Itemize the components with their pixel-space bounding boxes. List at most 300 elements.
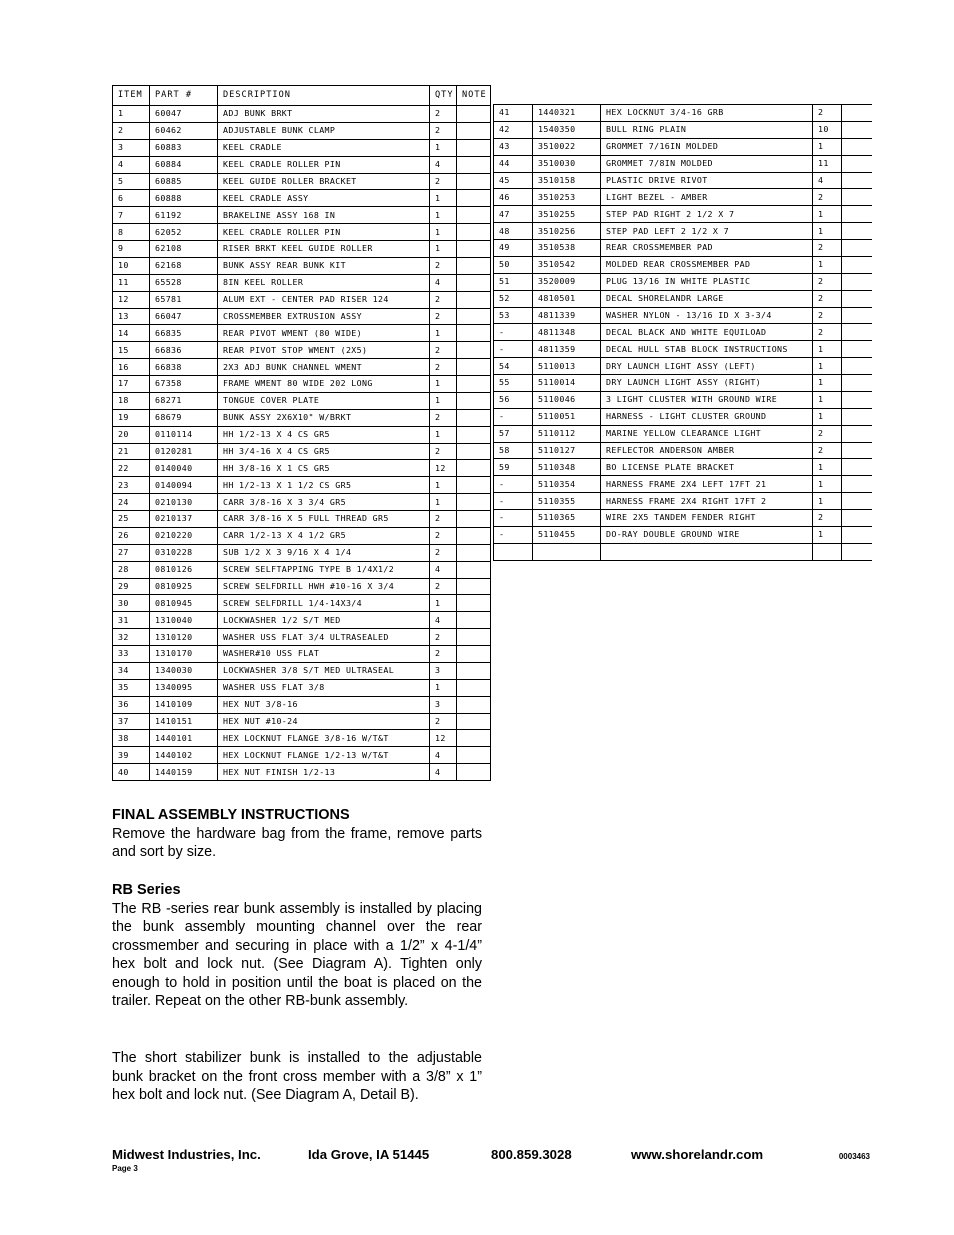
cell-item: 39	[113, 747, 150, 764]
cell-note	[457, 646, 491, 663]
cell-qty: 1	[430, 426, 457, 443]
final-assembly-intro: Remove the hardware bag from the frame, remove parts and sort by size.	[112, 825, 482, 860]
cell-item: 57	[494, 425, 533, 442]
cell-item: 4	[113, 156, 150, 173]
table-row	[113, 409, 491, 426]
cell-description: DECAL HULL STAB BLOCK INSTRUCTIONS	[601, 341, 813, 358]
cell-qty: 2	[430, 443, 457, 460]
cell-note	[457, 662, 491, 679]
cell-part-number: 66047	[150, 308, 218, 325]
cell-note	[842, 358, 872, 375]
table-row	[494, 307, 872, 324]
table-row	[113, 494, 491, 511]
cell-item: 15	[113, 342, 150, 359]
cell-part-number: 1440159	[150, 764, 218, 781]
cell-note	[842, 223, 872, 240]
cell-item: 38	[113, 730, 150, 747]
cell-description: MOLDED REAR CROSSMEMBER PAD	[601, 256, 813, 273]
table-row	[113, 122, 491, 139]
header-note: NOTE	[457, 86, 491, 106]
cell-item: 8	[113, 224, 150, 241]
cell-item: 37	[113, 713, 150, 730]
cell-item: 22	[113, 460, 150, 477]
cell-part-number: 1410151	[150, 713, 218, 730]
cell-note	[842, 138, 872, 155]
cell-part-number: 0210220	[150, 527, 218, 544]
cell-item: 10	[113, 257, 150, 274]
cell-qty: 1	[813, 358, 842, 375]
cell-qty: 2	[430, 629, 457, 646]
cell-qty: 1	[430, 190, 457, 207]
cell-item: 24	[113, 494, 150, 511]
cell-item: 47	[494, 206, 533, 223]
cell-note	[457, 426, 491, 443]
cell-qty: 12	[430, 730, 457, 747]
cell-qty: 4	[430, 274, 457, 291]
cell-note	[842, 543, 872, 560]
cell-qty: 2	[813, 105, 842, 122]
cell-description: STEP PAD RIGHT 2 1/2 X 7	[601, 206, 813, 223]
cell-note	[457, 443, 491, 460]
cell-note	[842, 341, 872, 358]
cell-qty: 2	[430, 578, 457, 595]
cell-note	[457, 679, 491, 696]
cell-note	[457, 173, 491, 190]
cell-note	[457, 224, 491, 241]
cell-description: BRAKELINE ASSY 168 IN	[218, 207, 430, 224]
cell-item: -	[494, 526, 533, 543]
cell-description: BUNK ASSY REAR BUNK KIT	[218, 257, 430, 274]
table-row	[494, 493, 872, 510]
cell-note	[457, 308, 491, 325]
cell-note	[842, 391, 872, 408]
cell-note	[842, 189, 872, 206]
cell-description: DECAL SHORELANDR LARGE	[601, 290, 813, 307]
cell-description: CROSSMEMBER EXTRUSION ASSY	[218, 308, 430, 325]
cell-description: CARR 3/8-16 X 5 FULL THREAD GR5	[218, 511, 430, 528]
header-description: DESCRIPTION	[218, 86, 430, 106]
cell-qty: 11	[813, 155, 842, 172]
table-row	[494, 476, 872, 493]
cell-note	[842, 256, 872, 273]
cell-qty: 4	[813, 172, 842, 189]
page-footer	[112, 1147, 870, 1177]
cell-description: KEEL CRADLE ASSY	[218, 190, 430, 207]
cell-qty: 4	[430, 561, 457, 578]
cell-part-number: 3510538	[533, 240, 601, 257]
cell-note	[457, 477, 491, 494]
cell-qty: 1	[813, 341, 842, 358]
cell-qty: 2	[813, 307, 842, 324]
cell-description: HH 3/4-16 X 4 CS GR5	[218, 443, 430, 460]
cell-part-number: 0810126	[150, 561, 218, 578]
cell-description: FRAME WMENT 80 WIDE 202 LONG	[218, 376, 430, 393]
cell-qty: 4	[430, 747, 457, 764]
cell-qty: 1	[813, 256, 842, 273]
parts-table-right	[493, 104, 872, 561]
cell-description: MARINE YELLOW CLEARANCE LIGHT	[601, 425, 813, 442]
cell-note	[457, 342, 491, 359]
cell-part-number: 66836	[150, 342, 218, 359]
table-row	[113, 764, 491, 781]
cell-note	[457, 460, 491, 477]
cell-description: WIRE 2X5 TANDEM FENDER RIGHT	[601, 510, 813, 527]
cell-note	[457, 612, 491, 629]
cell-qty: 1	[813, 375, 842, 392]
table-row	[113, 207, 491, 224]
cell-qty: 2	[430, 308, 457, 325]
cell-description: HEX NUT 3/8-16	[218, 696, 430, 713]
table-row	[113, 713, 491, 730]
cell-description: PLASTIC DRIVE RIVOT	[601, 172, 813, 189]
stabilizer-text: The short stabilizer bunk is installed to the adjustable bunk bracket on the front cross member with a 3/8” x 1” hex bolt and lock nut. (See Diagram A, Detail B).	[112, 1050, 482, 1103]
cell-qty: 1	[430, 679, 457, 696]
cell-part-number: 0140040	[150, 460, 218, 477]
cell-note	[457, 241, 491, 258]
cell-part-number: 3510253	[533, 189, 601, 206]
cell-item: 6	[113, 190, 150, 207]
cell-part-number: 0120281	[150, 443, 218, 460]
cell-description: REAR PIVOT STOP WMENT (2X5)	[218, 342, 430, 359]
cell-part-number: 5110355	[533, 493, 601, 510]
cell-item: -	[494, 493, 533, 510]
cell-note	[457, 257, 491, 274]
cell-part-number: 0310228	[150, 544, 218, 561]
cell-item: -	[494, 341, 533, 358]
cell-item: -	[494, 324, 533, 341]
cell-qty: 2	[430, 409, 457, 426]
table-row	[113, 646, 491, 663]
table-row	[113, 106, 491, 123]
cell-description	[601, 543, 813, 560]
cell-description: 3 LIGHT CLUSTER WITH GROUND WIRE	[601, 391, 813, 408]
cell-qty: 12	[430, 460, 457, 477]
cell-item: 34	[113, 662, 150, 679]
cell-description: CARR 1/2-13 X 4 1/2 GR5	[218, 527, 430, 544]
cell-item: 42	[494, 121, 533, 138]
cell-note	[842, 324, 872, 341]
cell-item: 23	[113, 477, 150, 494]
cell-part-number: 5110013	[533, 358, 601, 375]
table-row	[113, 511, 491, 528]
cell-qty: 1	[813, 223, 842, 240]
cell-note	[842, 442, 872, 459]
cell-note	[842, 240, 872, 257]
cell-part-number: 67358	[150, 376, 218, 393]
cell-item: 50	[494, 256, 533, 273]
cell-part-number: 3510030	[533, 155, 601, 172]
cell-item: 17	[113, 376, 150, 393]
cell-qty	[813, 543, 842, 560]
cell-qty: 2	[430, 359, 457, 376]
rb-series-text: The RB -series rear bunk assembly is installed by placing the bunk assembly mounting channel over the rear crossmember and securing in place with a 1/2” x 4-1/4” hex bolt and lock nut. (See Diagram A). Tighten only enough to hold in position until the boat is placed on the trailer. Repeat on the other RB-bunk assembly.	[112, 900, 482, 1009]
cell-item: 59	[494, 459, 533, 476]
cell-qty: 4	[430, 156, 457, 173]
cell-description: HH 1/2-13 X 1 1/2 CS GR5	[218, 477, 430, 494]
cell-part-number: 65528	[150, 274, 218, 291]
cell-part-number: 60884	[150, 156, 218, 173]
table-row	[113, 376, 491, 393]
cell-qty: 2	[430, 511, 457, 528]
cell-description: GROMMET 7/8IN MOLDED	[601, 155, 813, 172]
cell-item: 35	[113, 679, 150, 696]
cell-note	[842, 375, 872, 392]
cell-note	[457, 494, 491, 511]
cell-qty: 1	[813, 206, 842, 223]
cell-description: SCREW SELFTAPPING TYPE B 1/4X1/2	[218, 561, 430, 578]
table-row	[494, 121, 872, 138]
cell-description: STEP PAD LEFT 2 1/2 X 7	[601, 223, 813, 240]
cell-part-number	[533, 543, 601, 560]
cell-note	[842, 307, 872, 324]
cell-part-number: 5110046	[533, 391, 601, 408]
cell-item: 46	[494, 189, 533, 206]
cell-part-number: 61192	[150, 207, 218, 224]
cell-description: PLUG 13/16 IN WHITE PLASTIC	[601, 273, 813, 290]
cell-note	[457, 511, 491, 528]
cell-description: ADJ BUNK BRKT	[218, 106, 430, 123]
cell-item: 26	[113, 527, 150, 544]
footer-phone: 800.859.3028	[491, 1147, 572, 1162]
cell-item: 3	[113, 139, 150, 156]
final-assembly-section	[112, 806, 482, 862]
cell-note	[842, 206, 872, 223]
table-row	[113, 578, 491, 595]
cell-item: 20	[113, 426, 150, 443]
cell-qty: 2	[430, 713, 457, 730]
table-row	[113, 527, 491, 544]
table-row	[494, 425, 872, 442]
cell-description: KEEL CRADLE ROLLER PIN	[218, 224, 430, 241]
cell-item: 56	[494, 391, 533, 408]
cell-description: CARR 3/8-16 X 3 3/4 GR5	[218, 494, 430, 511]
cell-description: KEEL CRADLE ROLLER PIN	[218, 156, 430, 173]
cell-qty: 2	[430, 342, 457, 359]
cell-description: REAR CROSSMEMBER PAD	[601, 240, 813, 257]
cell-description: LOCKWASHER 3/8 S/T MED ULTRASEAL	[218, 662, 430, 679]
table-row	[494, 256, 872, 273]
table-row	[113, 696, 491, 713]
cell-description: WASHER USS FLAT 3/8	[218, 679, 430, 696]
cell-qty: 1	[430, 224, 457, 241]
table-row	[113, 274, 491, 291]
cell-part-number: 5110014	[533, 375, 601, 392]
cell-qty: 1	[430, 494, 457, 511]
cell-item: 54	[494, 358, 533, 375]
cell-part-number: 1410109	[150, 696, 218, 713]
cell-note	[457, 139, 491, 156]
cell-description: KEEL GUIDE ROLLER BRACKET	[218, 173, 430, 190]
table-row	[113, 291, 491, 308]
table-row	[494, 442, 872, 459]
cell-qty: 4	[430, 764, 457, 781]
footer-website: www.shorelandr.com	[631, 1147, 764, 1162]
cell-part-number: 0810945	[150, 595, 218, 612]
cell-part-number: 68271	[150, 392, 218, 409]
cell-note	[842, 425, 872, 442]
cell-qty: 1	[430, 241, 457, 258]
table-row	[113, 139, 491, 156]
cell-description: LOCKWASHER 1/2 S/T MED	[218, 612, 430, 629]
table-row	[494, 273, 872, 290]
cell-description: SUB 1/2 X 3 9/16 X 4 1/4	[218, 544, 430, 561]
cell-note	[457, 747, 491, 764]
cell-part-number: 62052	[150, 224, 218, 241]
cell-description: HEX LOCKNUT 3/4-16 GRB	[601, 105, 813, 122]
cell-note	[457, 359, 491, 376]
table-row	[113, 392, 491, 409]
table-row	[494, 105, 872, 122]
cell-part-number: 0110114	[150, 426, 218, 443]
cell-note	[842, 105, 872, 122]
cell-description: WASHER USS FLAT 3/4 ULTRASEALED	[218, 629, 430, 646]
cell-part-number: 4810501	[533, 290, 601, 307]
rb-series-section	[112, 881, 482, 1011]
cell-part-number: 0210137	[150, 511, 218, 528]
header-qty: QTY	[430, 86, 457, 106]
footer-company: Midwest Industries, Inc.	[112, 1147, 261, 1162]
cell-item: 32	[113, 629, 150, 646]
cell-qty: 2	[430, 646, 457, 663]
cell-note	[842, 408, 872, 425]
cell-description: GROMMET 7/16IN MOLDED	[601, 138, 813, 155]
cell-description: DRY LAUNCH LIGHT ASSY (RIGHT)	[601, 375, 813, 392]
cell-qty: 2	[813, 290, 842, 307]
cell-note	[457, 122, 491, 139]
cell-part-number: 1440101	[150, 730, 218, 747]
cell-qty: 2	[813, 273, 842, 290]
cell-note	[457, 190, 491, 207]
cell-qty: 2	[813, 189, 842, 206]
cell-note	[842, 172, 872, 189]
cell-qty: 2	[430, 106, 457, 123]
cell-description: LIGHT BEZEL - AMBER	[601, 189, 813, 206]
cell-item: 9	[113, 241, 150, 258]
cell-qty: 1	[813, 138, 842, 155]
footer-location: Ida Grove, IA 51445	[308, 1147, 430, 1162]
cell-qty: 2	[813, 425, 842, 442]
cell-qty: 4	[430, 612, 457, 629]
cell-description: HARNESS FRAME 2X4 LEFT 17FT 21	[601, 476, 813, 493]
cell-description: RISER BRKT KEEL GUIDE ROLLER	[218, 241, 430, 258]
cell-part-number: 3510256	[533, 223, 601, 240]
cell-qty: 2	[430, 173, 457, 190]
table-row	[494, 189, 872, 206]
cell-part-number: 5110365	[533, 510, 601, 527]
cell-qty: 2	[813, 240, 842, 257]
cell-part-number: 60888	[150, 190, 218, 207]
table-row	[113, 561, 491, 578]
cell-note	[842, 273, 872, 290]
cell-qty: 1	[813, 526, 842, 543]
cell-part-number: 0810925	[150, 578, 218, 595]
cell-note	[842, 121, 872, 138]
cell-qty: 1	[813, 476, 842, 493]
cell-item: 16	[113, 359, 150, 376]
parts-table-left	[112, 85, 491, 781]
cell-part-number: 62168	[150, 257, 218, 274]
cell-description: HEX LOCKNUT FLANGE 1/2-13 W/T&T	[218, 747, 430, 764]
cell-part-number: 5110127	[533, 442, 601, 459]
cell-item	[494, 543, 533, 560]
cell-description: HH 1/2-13 X 4 CS GR5	[218, 426, 430, 443]
cell-part-number: 60883	[150, 139, 218, 156]
table-row	[494, 358, 872, 375]
table-row	[113, 241, 491, 258]
cell-note	[457, 544, 491, 561]
cell-item: 43	[494, 138, 533, 155]
table-row	[113, 359, 491, 376]
cell-qty: 2	[813, 442, 842, 459]
cell-part-number: 1440321	[533, 105, 601, 122]
cell-description: WASHER#10 USS FLAT	[218, 646, 430, 663]
cell-qty: 1	[430, 139, 457, 156]
cell-part-number: 65781	[150, 291, 218, 308]
cell-note	[457, 713, 491, 730]
cell-note	[842, 526, 872, 543]
cell-note	[457, 156, 491, 173]
cell-description: HARNESS - LIGHT CLUSTER GROUND	[601, 408, 813, 425]
cell-note	[457, 392, 491, 409]
table-row	[113, 190, 491, 207]
cell-qty: 1	[813, 391, 842, 408]
cell-part-number: 0210130	[150, 494, 218, 511]
cell-description: HH 3/8-16 X 1 CS GR5	[218, 460, 430, 477]
cell-description: BUNK ASSY 2X6X10" W/BRKT	[218, 409, 430, 426]
cell-item: 36	[113, 696, 150, 713]
cell-qty: 2	[430, 291, 457, 308]
cell-qty: 1	[430, 595, 457, 612]
parts-table-left-body	[113, 106, 491, 781]
cell-item: 18	[113, 392, 150, 409]
cell-item: 5	[113, 173, 150, 190]
cell-part-number: 60462	[150, 122, 218, 139]
cell-part-number: 5110354	[533, 476, 601, 493]
table-row	[113, 730, 491, 747]
cell-qty: 1	[430, 376, 457, 393]
cell-description: ADJUSTABLE BUNK CLAMP	[218, 122, 430, 139]
cell-item: 45	[494, 172, 533, 189]
cell-qty: 2	[813, 324, 842, 341]
cell-description: REAR PIVOT WMENT (80 WIDE)	[218, 325, 430, 342]
cell-qty: 1	[430, 477, 457, 494]
rb-series-heading: RB Series	[112, 882, 181, 898]
table-row	[113, 477, 491, 494]
cell-item: 27	[113, 544, 150, 561]
cell-note	[842, 459, 872, 476]
cell-part-number: 3510022	[533, 138, 601, 155]
cell-note	[457, 578, 491, 595]
cell-part-number: 1340095	[150, 679, 218, 696]
cell-item: 55	[494, 375, 533, 392]
cell-part-number: 1310040	[150, 612, 218, 629]
cell-part-number: 3510255	[533, 206, 601, 223]
table-row	[494, 526, 872, 543]
cell-part-number: 0140094	[150, 477, 218, 494]
cell-item: 31	[113, 612, 150, 629]
cell-item: 28	[113, 561, 150, 578]
parts-table-right-body	[494, 105, 872, 561]
cell-note	[842, 155, 872, 172]
cell-part-number: 5110051	[533, 408, 601, 425]
table-row	[113, 325, 491, 342]
table-row	[113, 224, 491, 241]
table-row	[494, 324, 872, 341]
cell-part-number: 1340030	[150, 662, 218, 679]
cell-qty: 1	[430, 325, 457, 342]
cell-note	[457, 291, 491, 308]
cell-qty: 1	[813, 493, 842, 510]
